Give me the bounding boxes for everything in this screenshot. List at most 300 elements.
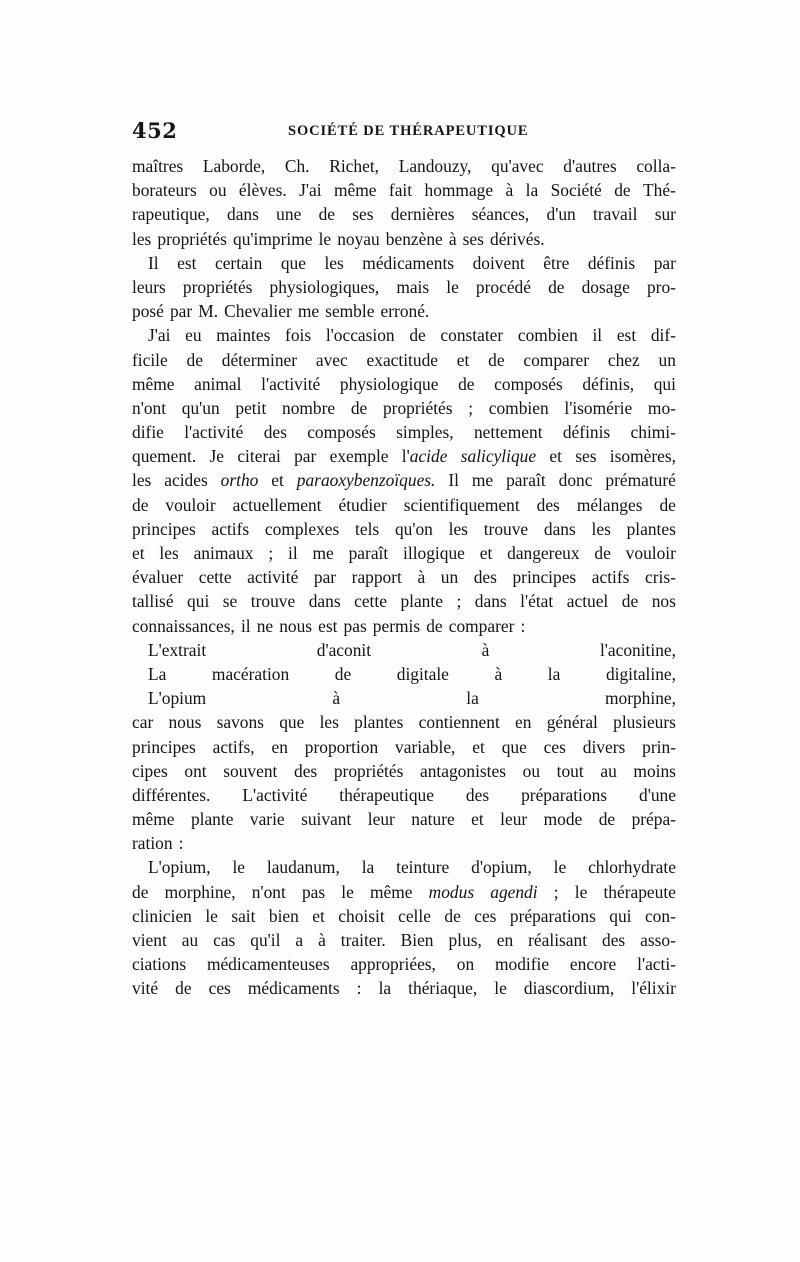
word [132, 275, 166, 299]
word [640, 928, 676, 952]
text-run: plantes [354, 712, 404, 733]
text-line [132, 227, 676, 251]
word [341, 928, 386, 952]
text-run: cipes [132, 760, 168, 781]
word [633, 759, 676, 783]
word [456, 589, 461, 613]
text-run: asso- [640, 930, 676, 950]
text-run: a [295, 930, 304, 950]
word [337, 227, 380, 251]
word [474, 420, 543, 444]
word [642, 735, 676, 759]
text-run: diascordium, [523, 978, 615, 999]
text-run: être [543, 252, 570, 273]
word [349, 541, 389, 565]
word [338, 493, 386, 517]
text-run: choisit [338, 905, 385, 926]
word [651, 323, 676, 347]
text-run: l'acti- [637, 954, 676, 975]
word [655, 202, 676, 226]
text-run: différentes. [132, 784, 211, 805]
text-run: clinicien [132, 905, 192, 926]
word [209, 976, 231, 1000]
word [475, 589, 507, 613]
text-run: de [426, 615, 443, 636]
text-run: M. [198, 301, 219, 322]
word [179, 831, 184, 855]
text-run: de [350, 397, 368, 418]
text-run: définis [587, 252, 636, 273]
text-run: l'activité [261, 373, 321, 394]
word [659, 493, 675, 517]
word [250, 807, 285, 831]
text-run: constater [440, 325, 504, 346]
word [148, 855, 211, 879]
word [647, 275, 676, 299]
text-run: ou [522, 760, 541, 781]
word [203, 154, 265, 178]
text-run: borateurs [132, 180, 197, 201]
word [132, 227, 151, 251]
text-run: à [318, 930, 326, 950]
text-run: mais [396, 276, 430, 297]
text-line [132, 662, 676, 686]
text-run: et [471, 809, 484, 830]
text-run: composés [494, 373, 563, 394]
word [216, 323, 270, 347]
page-number: 452 [132, 118, 178, 143]
text-run: actuel [566, 591, 609, 612]
text-run: à [417, 567, 426, 588]
text-run: au [600, 760, 617, 781]
word [396, 420, 454, 444]
text-run: Chevalier [224, 301, 292, 322]
word [554, 855, 567, 879]
journal-title: SOCIÉTÉ DE THÉRAPEUTIQUE [288, 123, 529, 139]
word [319, 202, 335, 226]
word [643, 178, 676, 202]
word [297, 468, 436, 492]
text-run: sait [231, 905, 256, 926]
text-run: de [594, 543, 611, 563]
word [500, 807, 527, 831]
word [582, 275, 630, 299]
word [637, 952, 676, 976]
word [617, 323, 636, 347]
text-run: et [132, 543, 145, 563]
text-run: exemple [329, 446, 389, 467]
text-run: scientifiquement [403, 494, 520, 515]
text-run: vient [132, 930, 167, 950]
text-run: le [553, 857, 567, 878]
word [362, 251, 454, 275]
text-run: principes [132, 518, 196, 539]
text-run: comparer [448, 615, 515, 636]
text-run: en [515, 712, 532, 733]
word [494, 662, 502, 686]
word [132, 710, 153, 734]
word [396, 275, 429, 299]
word [482, 638, 490, 662]
word [268, 541, 273, 565]
text-run: il [592, 325, 603, 346]
word [237, 444, 280, 468]
text-run: celle [398, 905, 431, 926]
text-run: avec [315, 349, 348, 370]
text-run: la [361, 857, 375, 878]
word [132, 372, 175, 396]
word [537, 493, 560, 517]
text-run: dif- [650, 325, 676, 346]
text-run: fois [285, 325, 312, 346]
word [471, 855, 532, 879]
text-run: leur [367, 809, 395, 830]
word [187, 589, 209, 613]
text-run: combien [517, 325, 578, 346]
word [391, 202, 455, 226]
text-run: doivent [472, 252, 525, 273]
text-run: exactitude [366, 349, 438, 370]
word [526, 178, 539, 202]
text-run: acides [164, 470, 208, 491]
text-run: de [132, 494, 149, 515]
text-run: et [456, 349, 470, 370]
text-run: les [319, 712, 339, 733]
text-run: leurs [132, 276, 166, 297]
text-run: ficile [132, 349, 168, 370]
word [252, 880, 286, 904]
word [207, 952, 330, 976]
text-run: de [659, 494, 676, 515]
word [354, 710, 403, 734]
word [132, 976, 158, 1000]
text-line [132, 807, 676, 831]
text-run: activité [247, 567, 299, 588]
word [476, 275, 531, 299]
text-run: étudier [338, 494, 387, 515]
text-line [132, 614, 676, 638]
word [449, 517, 468, 541]
word [301, 807, 351, 831]
text-run: que [279, 712, 305, 733]
text-run: les [324, 252, 344, 273]
word [474, 565, 497, 589]
word [583, 735, 626, 759]
text-run: ne [256, 615, 274, 636]
text-run: travail [593, 204, 638, 225]
text-line [132, 976, 676, 1000]
word [270, 275, 380, 299]
text-run: isomères, [609, 446, 676, 467]
text-run: maintes [216, 325, 271, 346]
text-run: d'aconit [316, 639, 372, 660]
text-run: nature [411, 809, 455, 830]
word [317, 638, 371, 662]
word [132, 444, 196, 468]
text-run: d'un [546, 204, 576, 225]
italic-text: paraoxybenzoïques. [296, 470, 436, 491]
word [231, 904, 255, 928]
text-run: fait [388, 180, 413, 201]
word [426, 614, 442, 638]
word [335, 662, 351, 686]
word [523, 348, 589, 372]
word [132, 759, 168, 783]
word [269, 904, 299, 928]
word [212, 517, 250, 541]
text-run: qui [609, 905, 632, 926]
word [164, 468, 207, 492]
word [463, 227, 484, 251]
text-line [132, 686, 676, 710]
text-run: posé [132, 301, 164, 322]
text-run: physiologiques, [269, 276, 380, 297]
word [408, 976, 477, 1000]
word [318, 614, 337, 638]
word [132, 178, 197, 202]
text-run: qu'imprime [233, 228, 313, 249]
word [339, 783, 434, 807]
word [362, 855, 375, 879]
word [312, 904, 325, 928]
text-line [132, 904, 676, 928]
text-run: même [370, 881, 413, 902]
text-run: le [446, 276, 459, 297]
word [507, 541, 579, 565]
word [281, 251, 306, 275]
text-line [132, 783, 676, 807]
word [209, 178, 226, 202]
text-run: par [313, 567, 337, 588]
text-run: digitale [396, 663, 449, 684]
word [547, 710, 598, 734]
text-run: J'ai [148, 325, 171, 346]
text-run: vouloir [165, 494, 216, 515]
text-run: antagonistes [420, 760, 506, 781]
word [622, 589, 638, 613]
word [480, 541, 493, 565]
word [302, 880, 325, 904]
text-run: médicamenteuses [206, 954, 330, 975]
text-run: nous [279, 615, 313, 636]
word [213, 735, 255, 759]
text-run: erroné. [380, 301, 430, 322]
text-run: trouve [250, 591, 296, 612]
text-run: suivant [301, 809, 352, 830]
text-run: macération [211, 663, 290, 684]
word [627, 517, 676, 541]
word [549, 444, 562, 468]
text-run: animaux [193, 543, 254, 563]
text-run: J'ai [299, 180, 322, 201]
text-run: rapeutique, [132, 204, 210, 225]
word [159, 541, 178, 565]
word [368, 807, 395, 831]
text-run: principes [132, 736, 196, 757]
text-run: dans [543, 518, 576, 539]
word [524, 976, 614, 1000]
text-run: : [178, 833, 184, 854]
text-run: dans [308, 591, 341, 612]
text-run: car [132, 712, 154, 733]
text-run: des [294, 760, 318, 781]
word [603, 880, 675, 904]
word [199, 565, 232, 589]
text-run: qu'un [181, 397, 220, 418]
text-run: l'état [520, 591, 554, 612]
word [466, 686, 479, 710]
word [502, 735, 527, 759]
text-run: propriétés [157, 228, 227, 249]
word [543, 251, 569, 275]
word [402, 444, 448, 468]
word [551, 178, 602, 202]
text-run: contiennent [418, 712, 500, 733]
text-run: des [473, 567, 497, 588]
word [320, 710, 339, 734]
text-run: chez [607, 349, 640, 370]
word [132, 154, 183, 178]
word [594, 541, 610, 565]
text-run: à [481, 639, 490, 660]
text-run: Laborde, [202, 156, 266, 176]
text-run: donc [558, 470, 593, 491]
text-run: médicaments [247, 978, 340, 999]
text-run: de [548, 276, 565, 297]
word [233, 493, 322, 517]
text-run: traiter. [340, 930, 386, 950]
word [354, 589, 387, 613]
text-run: thériaque, [408, 978, 478, 999]
text-run: rapport [351, 567, 402, 588]
text-run: de [621, 591, 639, 612]
text-run: à [505, 180, 514, 201]
word [652, 589, 676, 613]
text-run: tout [556, 760, 584, 781]
text-run: ces [474, 905, 497, 926]
text-run: l'élixir [631, 978, 676, 999]
text-run: ou [209, 180, 227, 201]
text-run: modifie [494, 954, 550, 975]
text-run: dosage [581, 276, 630, 297]
word [605, 468, 676, 492]
text-run: ; [268, 543, 274, 563]
text-run: le [318, 228, 332, 249]
text-run: thérapeute [603, 881, 676, 902]
word [132, 517, 196, 541]
word [654, 251, 676, 275]
text-line [132, 372, 676, 396]
word [419, 710, 500, 734]
word [191, 807, 234, 831]
text-line [132, 251, 676, 275]
word [425, 178, 494, 202]
word [334, 759, 404, 783]
text-run: qu'il [250, 930, 281, 950]
word [654, 372, 676, 396]
word [520, 614, 525, 638]
word [592, 323, 602, 347]
word [257, 614, 273, 638]
word [472, 202, 529, 226]
word [520, 589, 553, 613]
word [276, 202, 301, 226]
text-run: à [448, 228, 457, 249]
text-line [132, 420, 676, 444]
word [547, 202, 576, 226]
text-run: : [520, 615, 526, 636]
text-run: benzène [385, 228, 443, 249]
word [205, 904, 218, 928]
word [132, 880, 148, 904]
text-run: certain [214, 252, 263, 273]
word [213, 928, 235, 952]
text-run: à [332, 688, 341, 709]
text-run: de [444, 905, 461, 926]
text-run: vouloir [625, 543, 676, 563]
text-run: définis, [582, 373, 635, 394]
word [389, 178, 412, 202]
text-run: qui [653, 373, 676, 394]
word [600, 638, 676, 662]
text-run: L'extrait [148, 639, 207, 660]
word [448, 468, 459, 492]
word [554, 880, 559, 904]
text-run: d'opium, [471, 857, 532, 878]
word [494, 372, 563, 396]
word [495, 952, 549, 976]
text-run: pas [301, 881, 326, 902]
text-run: il [240, 615, 251, 636]
text-run: mode [543, 809, 583, 830]
text-run: leur [500, 809, 528, 830]
word [548, 662, 561, 686]
word [247, 565, 298, 589]
word [395, 735, 455, 759]
text-run: ; [553, 881, 559, 902]
word [132, 396, 166, 420]
text-run: variable, [395, 736, 456, 757]
text-run: laudanum, [266, 857, 340, 878]
text-run: hommage [424, 180, 494, 201]
text-run: trouve [483, 518, 529, 539]
word [429, 880, 474, 904]
text-run: L'activité [242, 784, 308, 805]
text-run: actifs, [212, 736, 255, 757]
text-run: est [318, 615, 338, 636]
text-run: des [602, 930, 626, 950]
word [613, 710, 676, 734]
text-run: les [132, 470, 152, 491]
text-line [132, 299, 676, 323]
word [548, 275, 564, 299]
text-run: teinture [396, 857, 450, 878]
word [227, 202, 259, 226]
text-run: un [658, 349, 676, 370]
word [631, 420, 676, 444]
text-run: Ch. [284, 156, 310, 176]
word [490, 880, 537, 904]
word [132, 928, 167, 952]
word [446, 275, 459, 299]
word [264, 420, 287, 444]
text-run: sur [654, 204, 676, 225]
text-run: par [653, 252, 676, 273]
word [224, 299, 292, 323]
text-run: de [132, 881, 149, 902]
text-run: ont [184, 760, 207, 781]
text-run: eu [185, 325, 202, 346]
